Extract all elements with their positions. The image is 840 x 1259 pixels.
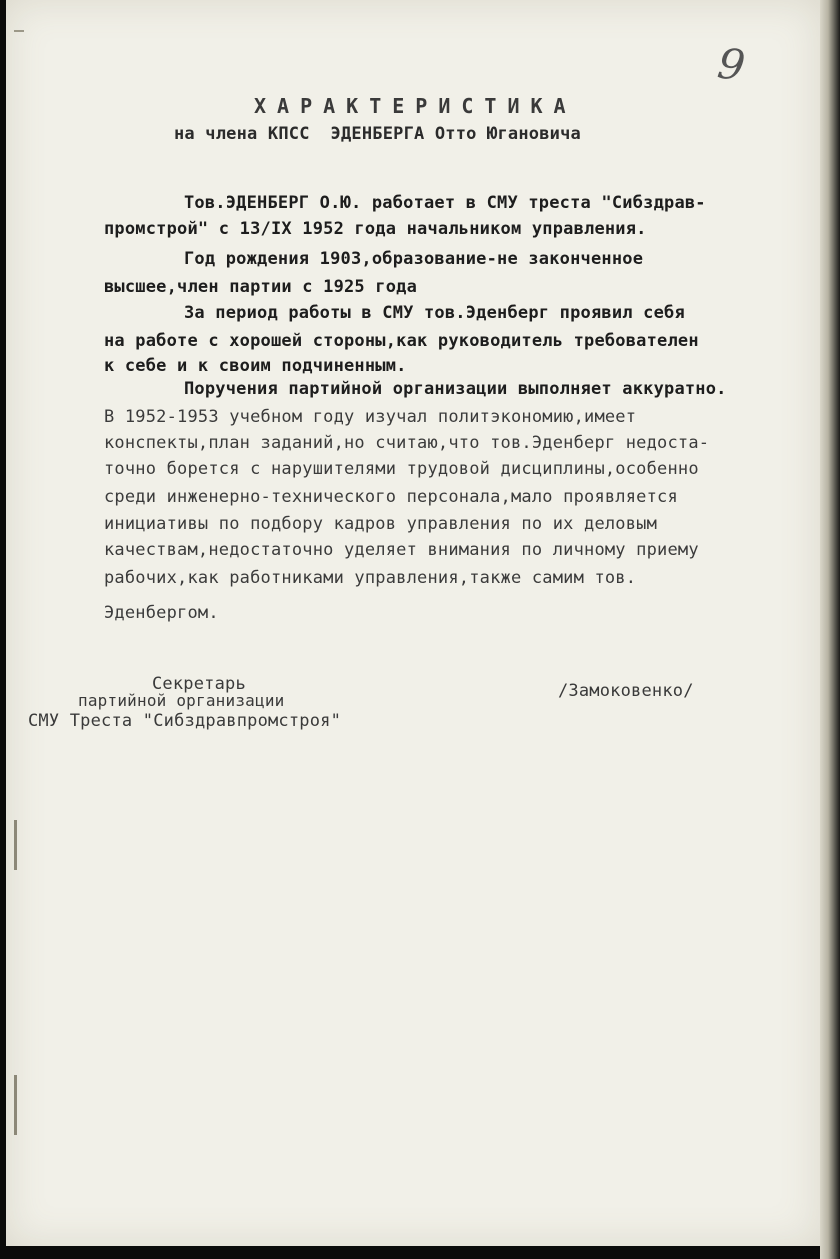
signature-name: /Замоковенко/ xyxy=(558,681,694,701)
body-line: Тов.ЭДЕНБЕРГ О.Ю. работает в СМУ треста "Сибздрав- xyxy=(184,193,706,213)
body-line: За период работы в СМУ тов.Эденберг проявил себя xyxy=(184,303,685,323)
signature-title-line1: Секретарь xyxy=(152,674,246,694)
paper-sheet xyxy=(6,0,820,1246)
body-line: В 1952-1953 учебном году изучал политэкономию,имеет xyxy=(104,407,637,427)
body-line: рабочих,как работниками управления,также самим тов. xyxy=(104,568,637,588)
body-line: Поручения партийной организации выполняет аккуратно. xyxy=(184,379,727,399)
body-line: Эденбергом. xyxy=(104,603,219,623)
edge-mark xyxy=(14,820,17,870)
body-line: среди инженерно-технического персонала,мало проявляется xyxy=(104,487,678,507)
edge-mark xyxy=(14,30,24,32)
body-line: точно борется с нарушителями трудовой дисциплины,особенно xyxy=(104,459,699,479)
edge-mark xyxy=(14,1075,17,1135)
document-subtitle: на члена КПСС ЭДЕНБЕРГА Отто Югановича xyxy=(174,124,581,144)
body-line: Год рождения 1903,образование-не законченное xyxy=(184,249,644,269)
body-line: качествам,недостаточно уделяет внимания по личному приему xyxy=(104,540,699,560)
handwritten-page-number: 9 xyxy=(714,38,749,91)
body-line: высшее,член партии с 1925 года xyxy=(104,277,418,297)
document-title: ХАРАКТЕРИСТИКА xyxy=(254,94,577,118)
signature-title-line3: СМУ Треста "Сибздравпромстроя" xyxy=(28,711,342,731)
page-edge xyxy=(820,0,840,1259)
body-line: на работе с хорошей стороны,как руководитель требователен xyxy=(104,331,699,351)
body-line: конспекты,план заданий,но считаю,что тов.Эденберг недоста- xyxy=(104,433,710,453)
body-line: инициативы по подбору кадров управления по их деловым xyxy=(104,514,658,534)
body-line: к себе и к своим подчиненным. xyxy=(104,356,407,376)
body-line: промстрой" с 13/IX 1952 года начальником управления. xyxy=(104,219,647,239)
signature-title-line2: партийной организации xyxy=(78,691,285,710)
